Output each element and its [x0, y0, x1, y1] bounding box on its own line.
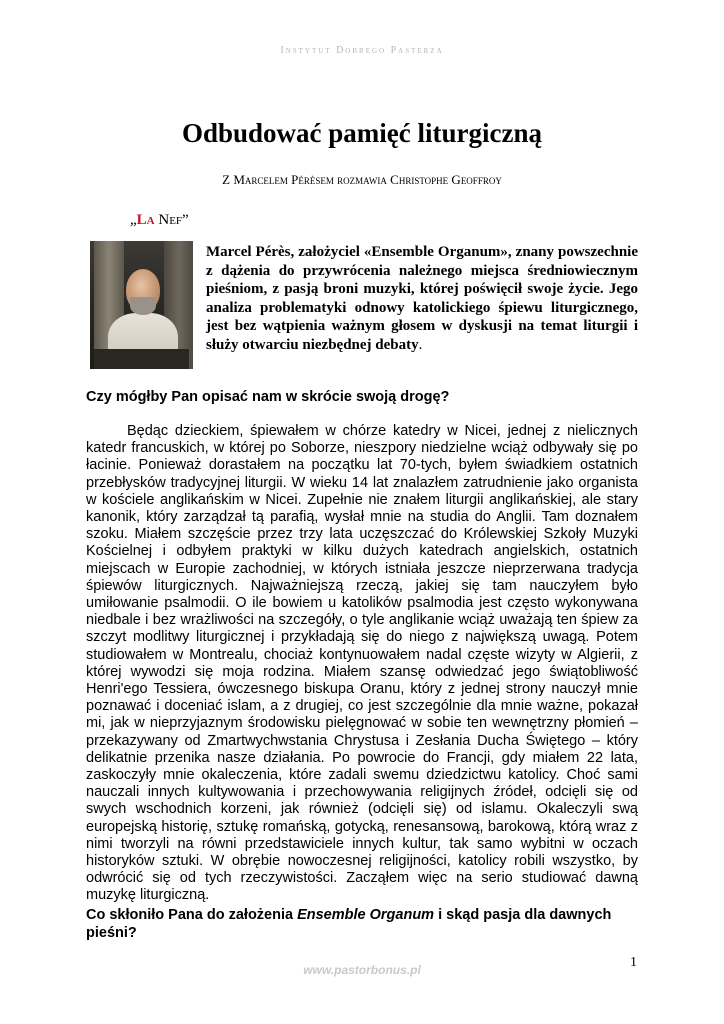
question-2-italic: Ensemble Organum: [297, 907, 435, 923]
intro-paragraph: [206, 243, 638, 354]
article-subtitle: Z Marcelem Pérèsem rozmawia Christophe Geoffroy: [222, 172, 502, 187]
article-title: Odbudować pamięć liturgiczną: [181, 118, 542, 148]
footer-url: www.pastorbonus.pl: [303, 963, 421, 977]
portrait-photo: [90, 241, 193, 369]
question-2: [86, 906, 638, 942]
intro-end: .: [418, 336, 423, 353]
question-1: Czy mógłby Pan opisać nam w skrócie swoją drogę?: [86, 389, 450, 405]
question-2-part1: Co skłoniło Pana do założenia: [86, 907, 298, 923]
institute-header: Instytut Dobrego Pasterza: [280, 45, 444, 56]
source-line: [130, 212, 189, 229]
source-rest: Nef: [154, 212, 183, 228]
question-2-part2: i skąd pasja dla dawnych pieśni?: [86, 907, 612, 941]
source-open-quote: „: [130, 212, 137, 228]
source-red-part: La: [136, 212, 155, 228]
source-close-quote: ”: [182, 212, 189, 228]
page-number: 1: [630, 955, 637, 970]
intro-text: Marcel Pérès, założyciel «Ensemble Organum», znany powszechnie z dążenia do przywrócenia należnego miejsca średniowiecznym pieśniom, z pasją broni muzyki, której poświęcił swoje życie. Jego analiza problematyki odnowy katolickiego śpiewu liturgicznego, jest bez wątpienia ważnym głosem w dyskusji na temat liturgii i służy otwarciu niezbędnej debaty: [206, 244, 638, 353]
answer-1: Będąc dzieckiem, śpiewałem w chórze katedry w Nicei, jednej z nielicznych katedr francuskich, w której po Soborze, nieszpory niedzielne wciąż odbywały się po łacinie. Ponieważ dorastałem na początku lat 70-tych, byłem świadkiem ostatnich przebłysków tradycyjnej liturgii. W wieku 14 lat znalazłem zatrudnienie jako organista w kościele anglikańskim w Nicei. Zupełnie nie znałem liturgii anglikańskiej, ale stary kanonik, który zarządzał tą parafią, wysłał mnie na studia do Anglii. Tam doznałem szoku. Miałem szczęście przez trzy lata uczęszczać do Królewskiej Szkoły Muzyki Kościelnej i odbyłem praktyki w kilku dużych katedrach angielskich, ostatnich miejscach w Europie zachodniej, w których istniała jeszcze nieprzerwana tradycja śpiewów liturgicznych. Najważniejszą rzeczą, jakiej się tam nauczyłem było umiłowanie psalmodii. O ile bowiem u katolików psalmodia jest często wykonywana niedbale i bez wrażliwości na szczegóły, o tyle anglikanie wciąż uważają ten śpiew za szczyt modlitwy liturgicznej i przykładają się do niego z największą uwagą. Potem studiowałem w Montrealu, chociaż kontynuowałem nadal częste wizyty w Algierii, z której wywodzi się moja rodzina. Miałem szansę odwiedzać jego świątobliwość Henri'ego Tessiera, ówczesnego biskupa Oranu, który z jednej strony nauczył mnie poznawać i doceniać islam, a z drugiej, co jest szczególnie dla mnie ważne, pokazał mi, jak w nieprzyjaznym środowisku pielęgnować w sobie ten wewnętrzny płomień – przekazywany od Zmartwychwstania Chrystusa i Zesłania Ducha Świętego – który delikatnie przenika nasze działania. Po powrocie do Francji, gdy miałem 22 lata, zaskoczyły mnie okaleczenia, które zadali swemu dziedzictwu katolicy. Choć sami nauczali innych kultywowania i przechowywania religijnych źródeł, odcięli się od swych wschodnich korzeni, jak również (odcięli się) od islamu. Okaleczyli swą europejską historię, sztukę romańską, gotycką, renesansową, barokową, którą wraz z nimi tworzyli na równi przedstawiciele innych kultur, tak samo wybitni w oczach historyków sztuki. W obrębie nowoczesnej religijności, katolicy robili wszystko, by odwrócić się od tych rzeczywistości. Zacząłem więc na serio studiować dawną muzykę liturgiczną.: [86, 423, 638, 904]
